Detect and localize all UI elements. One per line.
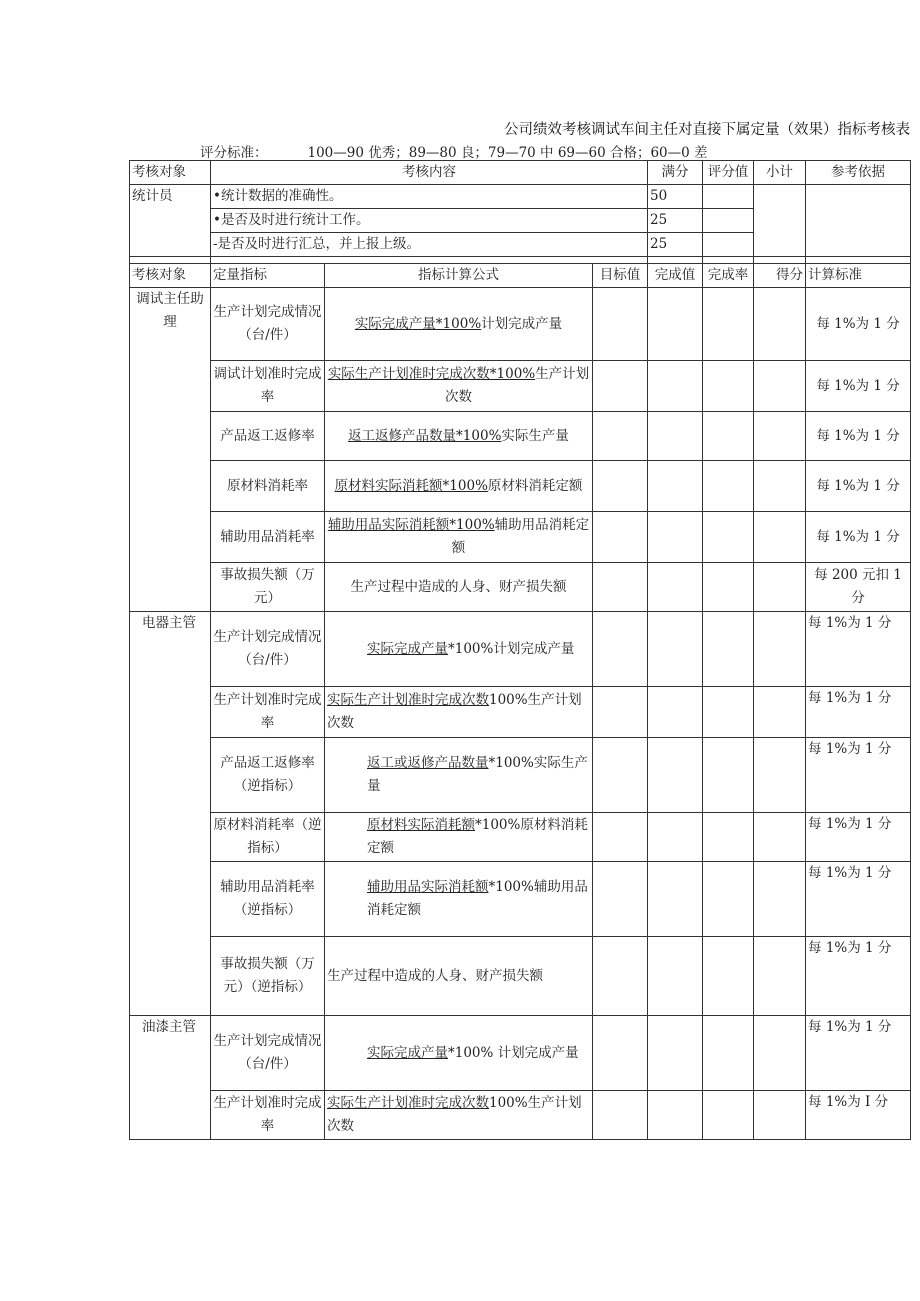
done-cell bbox=[648, 288, 703, 361]
formula-denominator: 生产过程中造成的人身、财产损失额 bbox=[350, 578, 567, 595]
done-cell bbox=[648, 563, 703, 612]
formula-cell bbox=[325, 687, 593, 738]
rate-cell bbox=[703, 612, 754, 687]
formula-denominator: 生产计划次数 bbox=[445, 366, 590, 405]
rate-cell bbox=[703, 813, 754, 862]
calc-standard-cell: 每 1%为 1 分 bbox=[806, 1016, 911, 1091]
indicator-cell: 生产计划准时完成率 bbox=[211, 1091, 325, 1140]
got-cell bbox=[754, 461, 806, 512]
table-row bbox=[130, 563, 911, 612]
formula-numerator: 原材料实际消耗额*100% bbox=[334, 477, 488, 494]
header-content: 考核内容 bbox=[211, 161, 648, 185]
content-cell: •是否及时进行统计工作。 bbox=[211, 209, 648, 233]
header-formula: 指标计算公式 bbox=[325, 264, 593, 288]
header-basis: 参考依据 bbox=[806, 161, 911, 185]
rate-cell bbox=[703, 862, 754, 937]
table-row bbox=[130, 813, 911, 862]
done-cell bbox=[648, 1091, 703, 1140]
scoring-standard-label: 评分标准： bbox=[200, 145, 268, 161]
formula-numerator: 辅助用品实际消耗额 bbox=[367, 879, 489, 895]
table-row bbox=[130, 461, 911, 512]
done-cell bbox=[648, 1016, 703, 1091]
object-cell: 调试主任助理 bbox=[130, 288, 211, 612]
table-row bbox=[130, 1091, 911, 1140]
done-cell bbox=[648, 361, 703, 412]
formula-denominator: 辅助用品消耗定额 bbox=[451, 517, 590, 556]
calc-standard-cell: 每 1%为 1 分 bbox=[806, 461, 911, 512]
target-cell bbox=[593, 361, 648, 412]
done-cell bbox=[648, 937, 703, 1016]
scoring-standard bbox=[200, 141, 708, 161]
table-row bbox=[130, 185, 911, 209]
indicator-cell: 事故损失额（万元） bbox=[211, 563, 325, 612]
formula-cell bbox=[325, 813, 593, 862]
got-cell bbox=[754, 738, 806, 813]
got-cell bbox=[754, 1091, 806, 1140]
header-target: 目标值 bbox=[593, 264, 648, 288]
got-cell bbox=[754, 612, 806, 687]
rate-cell bbox=[703, 361, 754, 412]
indicator-cell: 事故损失额（万元）（逆指标） bbox=[211, 937, 325, 1016]
formula-cell bbox=[325, 862, 593, 937]
calc-standard-cell: 每 1%为 1 分 bbox=[806, 813, 911, 862]
formula-cell bbox=[325, 738, 593, 813]
object-cell: 电器主管 bbox=[130, 612, 211, 1016]
target-cell bbox=[593, 512, 648, 563]
header-subtotal: 小计 bbox=[754, 161, 806, 185]
object-statistician: 统计员 bbox=[130, 185, 211, 257]
rate-cell bbox=[703, 412, 754, 461]
formula-numerator: 返工或返修产品数量 bbox=[367, 755, 489, 771]
formula-denominator: *100%原材料消耗定额 bbox=[367, 817, 588, 856]
got-cell bbox=[754, 288, 806, 361]
basis-cell bbox=[806, 185, 911, 257]
formula-numerator: 实际完成产量*100% bbox=[354, 315, 482, 332]
rate-cell bbox=[703, 563, 754, 612]
object-cell: 油漆主管 bbox=[130, 1016, 211, 1140]
calc-standard-cell: 每 1%为 1 分 bbox=[806, 687, 911, 738]
got-cell bbox=[754, 412, 806, 461]
calc-standard-cell: 每 1%为 1 分 bbox=[806, 738, 911, 813]
table-row bbox=[130, 512, 911, 563]
formula-numerator: 实际生产计划准时完成次数 bbox=[327, 1095, 489, 1111]
formula-numerator: 返工返修产品数量*100% bbox=[348, 427, 502, 444]
rate-cell bbox=[703, 512, 754, 563]
formula-denominator: 原材料消耗定额 bbox=[487, 477, 583, 494]
target-cell bbox=[593, 461, 648, 512]
assessment-table bbox=[129, 160, 911, 1140]
table-row bbox=[130, 412, 911, 461]
formula-numerator: 实际生产计划准时完成次数 bbox=[327, 692, 489, 708]
done-cell bbox=[648, 512, 703, 563]
target-cell bbox=[593, 1016, 648, 1091]
full-score-cell: 25 bbox=[648, 233, 703, 257]
indicator-cell: 辅助用品消耗率（逆指标） bbox=[211, 862, 325, 937]
done-cell bbox=[648, 862, 703, 937]
indicator-cell: 生产计划完成情况（台/件） bbox=[211, 1016, 325, 1091]
scoring-standard-value: 100—90 优秀；89—80 良；79—70 中 69—60 合格；60—0 差 bbox=[307, 145, 708, 161]
score-cell bbox=[703, 233, 754, 257]
target-cell bbox=[593, 687, 648, 738]
indicator-cell: 原材料消耗率 bbox=[211, 461, 325, 512]
target-cell bbox=[593, 937, 648, 1016]
got-cell bbox=[754, 813, 806, 862]
spacer-row bbox=[130, 257, 911, 264]
header-done: 完成值 bbox=[648, 264, 703, 288]
formula-cell bbox=[325, 288, 593, 361]
done-cell bbox=[648, 738, 703, 813]
indicator-cell: 辅助用品消耗率 bbox=[211, 512, 325, 563]
part2-section bbox=[130, 264, 911, 1140]
content-cell: -是否及时进行汇总，并上报上级。 bbox=[211, 233, 648, 257]
done-cell bbox=[648, 612, 703, 687]
calc-standard-cell: 每 1%为 1 分 bbox=[806, 361, 911, 412]
got-cell bbox=[754, 862, 806, 937]
formula-denominator: *100%实际生产量 bbox=[367, 755, 588, 794]
rate-cell bbox=[703, 288, 754, 361]
target-cell bbox=[593, 563, 648, 612]
done-cell bbox=[648, 687, 703, 738]
table-row bbox=[130, 1016, 911, 1091]
header-object: 考核对象 bbox=[130, 264, 211, 288]
score-cell bbox=[703, 209, 754, 233]
target-cell bbox=[593, 612, 648, 687]
content-cell: •统计数据的准确性。 bbox=[211, 185, 648, 209]
done-cell bbox=[648, 813, 703, 862]
done-cell bbox=[648, 461, 703, 512]
got-cell bbox=[754, 563, 806, 612]
formula-denominator: 实际生产量 bbox=[501, 427, 569, 444]
formula-denominator: 生产过程中造成的人身、财产损失额 bbox=[327, 967, 543, 984]
target-cell bbox=[593, 288, 648, 361]
formula-cell bbox=[325, 412, 593, 461]
target-cell bbox=[593, 1091, 648, 1140]
formula-cell bbox=[325, 361, 593, 412]
subtotal-cell bbox=[754, 185, 806, 257]
formula-cell bbox=[325, 563, 593, 612]
header-indicator: 定量指标 bbox=[211, 264, 325, 288]
formula-denominator: 100%生产计划次数 bbox=[327, 692, 582, 731]
full-score-cell: 25 bbox=[648, 209, 703, 233]
rate-cell bbox=[703, 738, 754, 813]
header-full-score: 满分 bbox=[648, 161, 703, 185]
formula-cell bbox=[325, 1016, 593, 1091]
table-row bbox=[130, 738, 911, 813]
got-cell bbox=[754, 1016, 806, 1091]
formula-numerator: 原材料实际消耗额 bbox=[367, 817, 475, 833]
formula-denominator: 100%生产计划次数 bbox=[327, 1095, 582, 1134]
got-cell bbox=[754, 361, 806, 412]
formula-numerator: 实际生产计划准时完成次数*100% bbox=[327, 366, 536, 382]
rate-cell bbox=[703, 937, 754, 1016]
formula-denominator: 计划完成产量 bbox=[481, 315, 563, 332]
formula-cell bbox=[325, 937, 593, 1016]
formula-cell bbox=[325, 1091, 593, 1140]
table-row bbox=[130, 288, 911, 361]
full-score-cell: 50 bbox=[648, 185, 703, 209]
indicator-cell: 生产计划完成情况（台/件） bbox=[211, 288, 325, 361]
calc-standard-cell: 每 1%为 I 分 bbox=[806, 1091, 911, 1140]
score-cell bbox=[703, 185, 754, 209]
part1-header-row bbox=[130, 161, 911, 185]
formula-cell bbox=[325, 461, 593, 512]
calc-standard-cell: 每 1%为 1 分 bbox=[806, 288, 911, 361]
calc-standard-cell: 每 1%为 1 分 bbox=[806, 412, 911, 461]
formula-denominator: *100%辅助用品消耗定额 bbox=[367, 879, 588, 918]
calc-standard-cell: 每 1%为 1 分 bbox=[806, 512, 911, 563]
calc-standard-cell: 每 1%为 1 分 bbox=[806, 612, 911, 687]
calc-standard-cell: 每 1%为 1 分 bbox=[806, 937, 911, 1016]
table-row bbox=[130, 687, 911, 738]
indicator-cell: 生产计划完成情况（台/件） bbox=[211, 612, 325, 687]
part1-section bbox=[130, 161, 911, 264]
page-title: 公司绩效考核调试车间主任对直接下属定量（效果）指标考核表 bbox=[504, 122, 910, 138]
header-got: 得分 bbox=[754, 264, 806, 288]
rate-cell bbox=[703, 461, 754, 512]
indicator-cell: 调试计划准时完成率 bbox=[211, 361, 325, 412]
header-object: 考核对象 bbox=[130, 161, 211, 185]
formula-denominator: *100% 计划完成产量 bbox=[448, 1044, 579, 1061]
formula-denominator: *100%计划完成产量 bbox=[448, 640, 575, 657]
header-rate: 完成率 bbox=[703, 264, 754, 288]
calc-standard-cell: 每 200 元扣 1 分 bbox=[806, 563, 911, 612]
table-row bbox=[130, 361, 911, 412]
formula-numerator: 实际完成产量 bbox=[367, 640, 448, 657]
formula-cell bbox=[325, 512, 593, 563]
calc-standard-cell: 每 1%为 1 分 bbox=[806, 862, 911, 937]
formula-numerator: 实际完成产量 bbox=[367, 1044, 448, 1061]
table-row bbox=[130, 937, 911, 1016]
formula-cell bbox=[325, 612, 593, 687]
part2-header-row bbox=[130, 264, 911, 288]
header-calc: 计算标准 bbox=[806, 264, 911, 288]
rate-cell bbox=[703, 687, 754, 738]
done-cell bbox=[648, 412, 703, 461]
target-cell bbox=[593, 738, 648, 813]
target-cell bbox=[593, 813, 648, 862]
indicator-cell: 原材料消耗率（逆指标） bbox=[211, 813, 325, 862]
indicator-cell: 产品返工返修率 bbox=[211, 412, 325, 461]
header-score-value: 评分值 bbox=[703, 161, 754, 185]
rate-cell bbox=[703, 1016, 754, 1091]
table-row bbox=[130, 862, 911, 937]
target-cell bbox=[593, 862, 648, 937]
got-cell bbox=[754, 937, 806, 1016]
indicator-cell: 生产计划准时完成率 bbox=[211, 687, 325, 738]
table-row bbox=[130, 612, 911, 687]
indicator-cell: 产品返工返修率（逆指标） bbox=[211, 738, 325, 813]
got-cell bbox=[754, 512, 806, 563]
rate-cell bbox=[703, 1091, 754, 1140]
formula-numerator: 辅助用品实际消耗额*100% bbox=[327, 517, 495, 533]
got-cell bbox=[754, 687, 806, 738]
target-cell bbox=[593, 412, 648, 461]
